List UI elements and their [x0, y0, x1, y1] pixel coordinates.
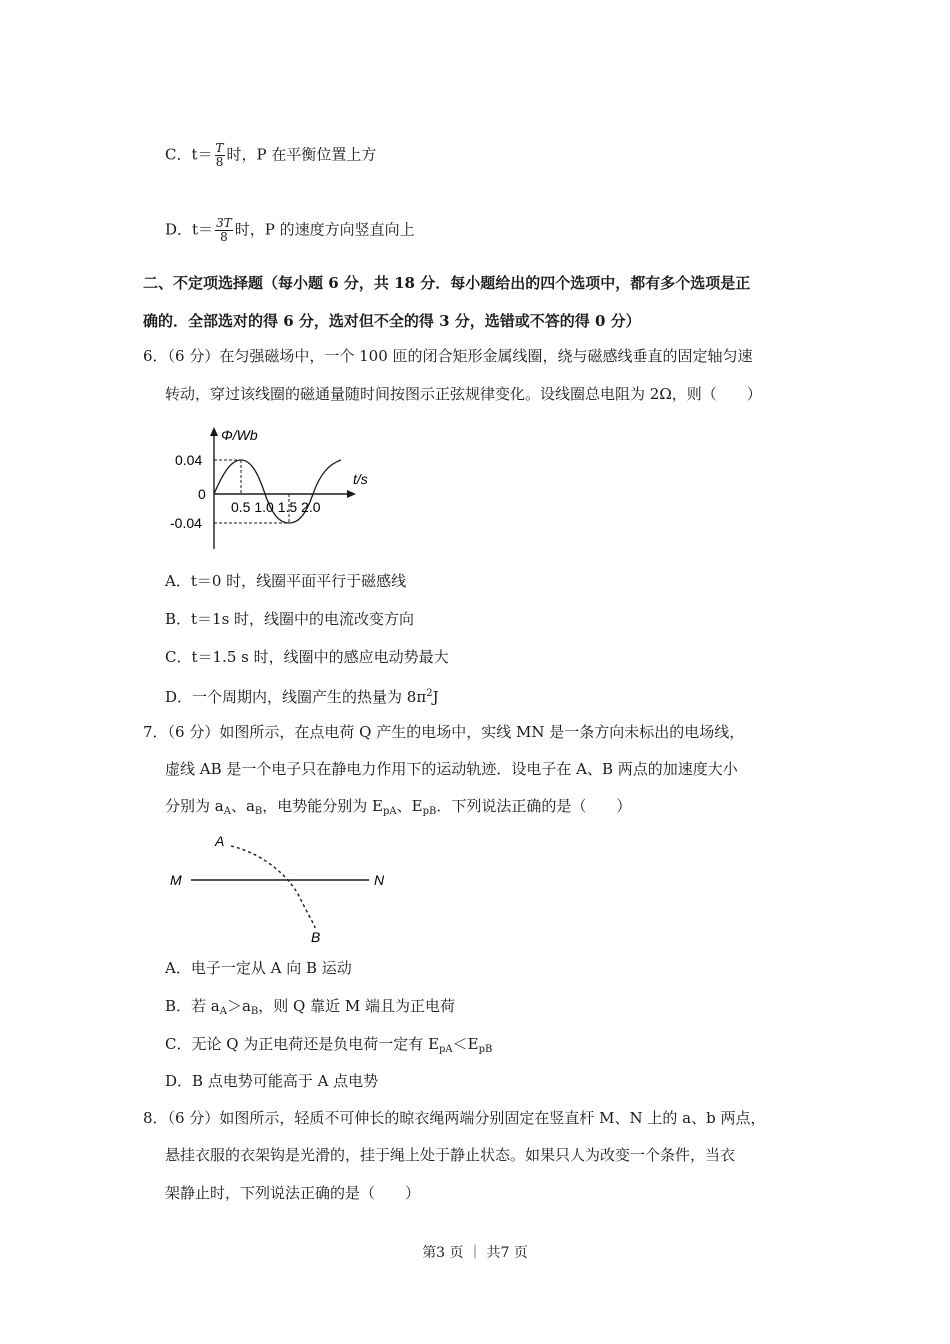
superscript: 2: [426, 688, 433, 699]
label-m: M: [170, 872, 182, 888]
q7-option-b: [165, 996, 455, 1022]
text: 、a: [230, 797, 255, 815]
q6-stem-line1: 6．（6 分）在匀强磁场中，一个 100 匝的闭合矩形金属线圈，绕与磁感线垂直的固定轴匀速: [143, 347, 753, 365]
section2-heading-line1: 二、不定项选择题（每小题 6 分，共 18 分．每小题给出的四个选项中，都有多个选项是正: [143, 274, 751, 292]
q5-option-c: [165, 142, 376, 169]
y-tick-bottom: -0.04: [170, 515, 202, 531]
section2-heading-line2: 确的．全部选对的得 6 分，选对但不全的得 3 分，选错或不答的得 0 分）: [143, 312, 641, 330]
q6-flux-graph: [165, 424, 395, 554]
text: ＞a: [226, 997, 251, 1015]
q7-field-line-figure: [165, 830, 405, 945]
q6-option-d-text: D．一个周期内，线圈产生的热量为 8π: [165, 688, 427, 706]
q8-stem-line2: 悬挂衣服的衣架钩是光滑的，挂于绳上处于静止状态。如果只人为改变一个条件，当衣: [165, 1146, 736, 1164]
subscript: pB: [422, 806, 437, 817]
q7-option-c: [165, 1034, 492, 1060]
q6-option-d: [165, 684, 439, 707]
y-axis-arrow: [210, 427, 218, 436]
y-axis-label: Φ/Wb: [221, 427, 258, 443]
subscript: A: [223, 806, 231, 817]
q5-option-d-prefix: D．t＝: [165, 220, 214, 239]
text: B．若 a: [165, 997, 220, 1015]
subscript: A: [219, 1006, 227, 1017]
q7-stem-line1: 7．（6 分）如图所示，在点电荷 Q 产生的电场中，实线 MN 是一条方向未标出的电场线，: [143, 723, 745, 741]
q7-stem-line3: [165, 796, 631, 822]
q6-stem-line2: 转动，穿过该线圈的磁通量随时间按图示正弦规律变化。设线圈总电阻为 2Ω，则（ ）: [165, 385, 762, 403]
q8-stem-line3: 架静止时，下列说法正确的是（ ）: [165, 1184, 421, 1202]
subscript: B: [254, 806, 263, 817]
q6-option-d-unit: J: [432, 688, 439, 706]
text: ，则 Q 靠近 M 端且为正电荷: [258, 997, 456, 1015]
q5-option-d: [165, 217, 415, 244]
q5-option-c-text: 时，P 在平衡位置上方: [226, 145, 377, 164]
q6-option-b: B．t＝1s 时，线圈中的电流改变方向: [165, 610, 415, 628]
trajectory-ab: [231, 846, 315, 928]
y-tick-zero: 0: [198, 486, 206, 502]
fraction-3t-over-8: [215, 217, 233, 244]
subscript: pA: [439, 1044, 453, 1055]
fraction-numerator: T: [215, 141, 224, 155]
page-footer: 第3 页 ｜ 共7 页: [422, 1245, 528, 1261]
text: C．无论 Q 为正电荷还是负电荷一定有 E: [165, 1035, 440, 1053]
label-b: B: [311, 929, 321, 945]
x-tick-labels: 0.5 1.0 1.5 2.0: [231, 499, 321, 515]
fraction-denominator: 8: [215, 155, 224, 169]
subscript: B: [250, 1006, 259, 1017]
q7-option-a: A．电子一定从 A 向 B 运动: [165, 959, 352, 977]
q8-stem-line1: 8．（6 分）如图所示，轻质不可伸长的晾衣绳两端分别固定在竖直杆 M、N 上的 a、b 两点，: [143, 1109, 766, 1127]
fraction-denominator: 8: [220, 230, 228, 244]
q7-stem-line2: 虚线 AB 是一个电子只在静电力作用下的运动轨迹．设电子在 A、B 两点的加速度大小: [165, 760, 738, 778]
q6-option-a: A．t＝0 时，线圈平面平行于磁感线: [165, 572, 407, 590]
y-tick-top: 0.04: [175, 452, 203, 468]
subscript: pB: [478, 1044, 493, 1055]
q5-option-d-text: 时，P 的速度方向竖直向上: [234, 220, 415, 239]
x-axis-label: t/s: [353, 471, 368, 487]
q5-option-c-prefix: C．t＝: [165, 145, 213, 164]
text: ，电势能分别为 E: [262, 797, 383, 815]
q7-option-d: D．B 点电势可能高于 A 点电势: [165, 1072, 379, 1090]
text: ＜E: [452, 1035, 479, 1053]
text: ．下列说法正确的是（ ）: [436, 797, 632, 815]
text: 、E: [396, 797, 423, 815]
subscript: pA: [382, 806, 397, 817]
label-a: A: [215, 833, 225, 849]
text: 分别为 a: [165, 797, 224, 815]
fraction-numerator: 3T: [216, 216, 232, 230]
fraction-t-over-8: [215, 142, 225, 169]
x-axis-arrow: [347, 490, 356, 498]
q6-option-c: C．t＝1.5 s 时，线圈中的感应电动势最大: [165, 648, 449, 666]
label-n: N: [374, 872, 385, 888]
